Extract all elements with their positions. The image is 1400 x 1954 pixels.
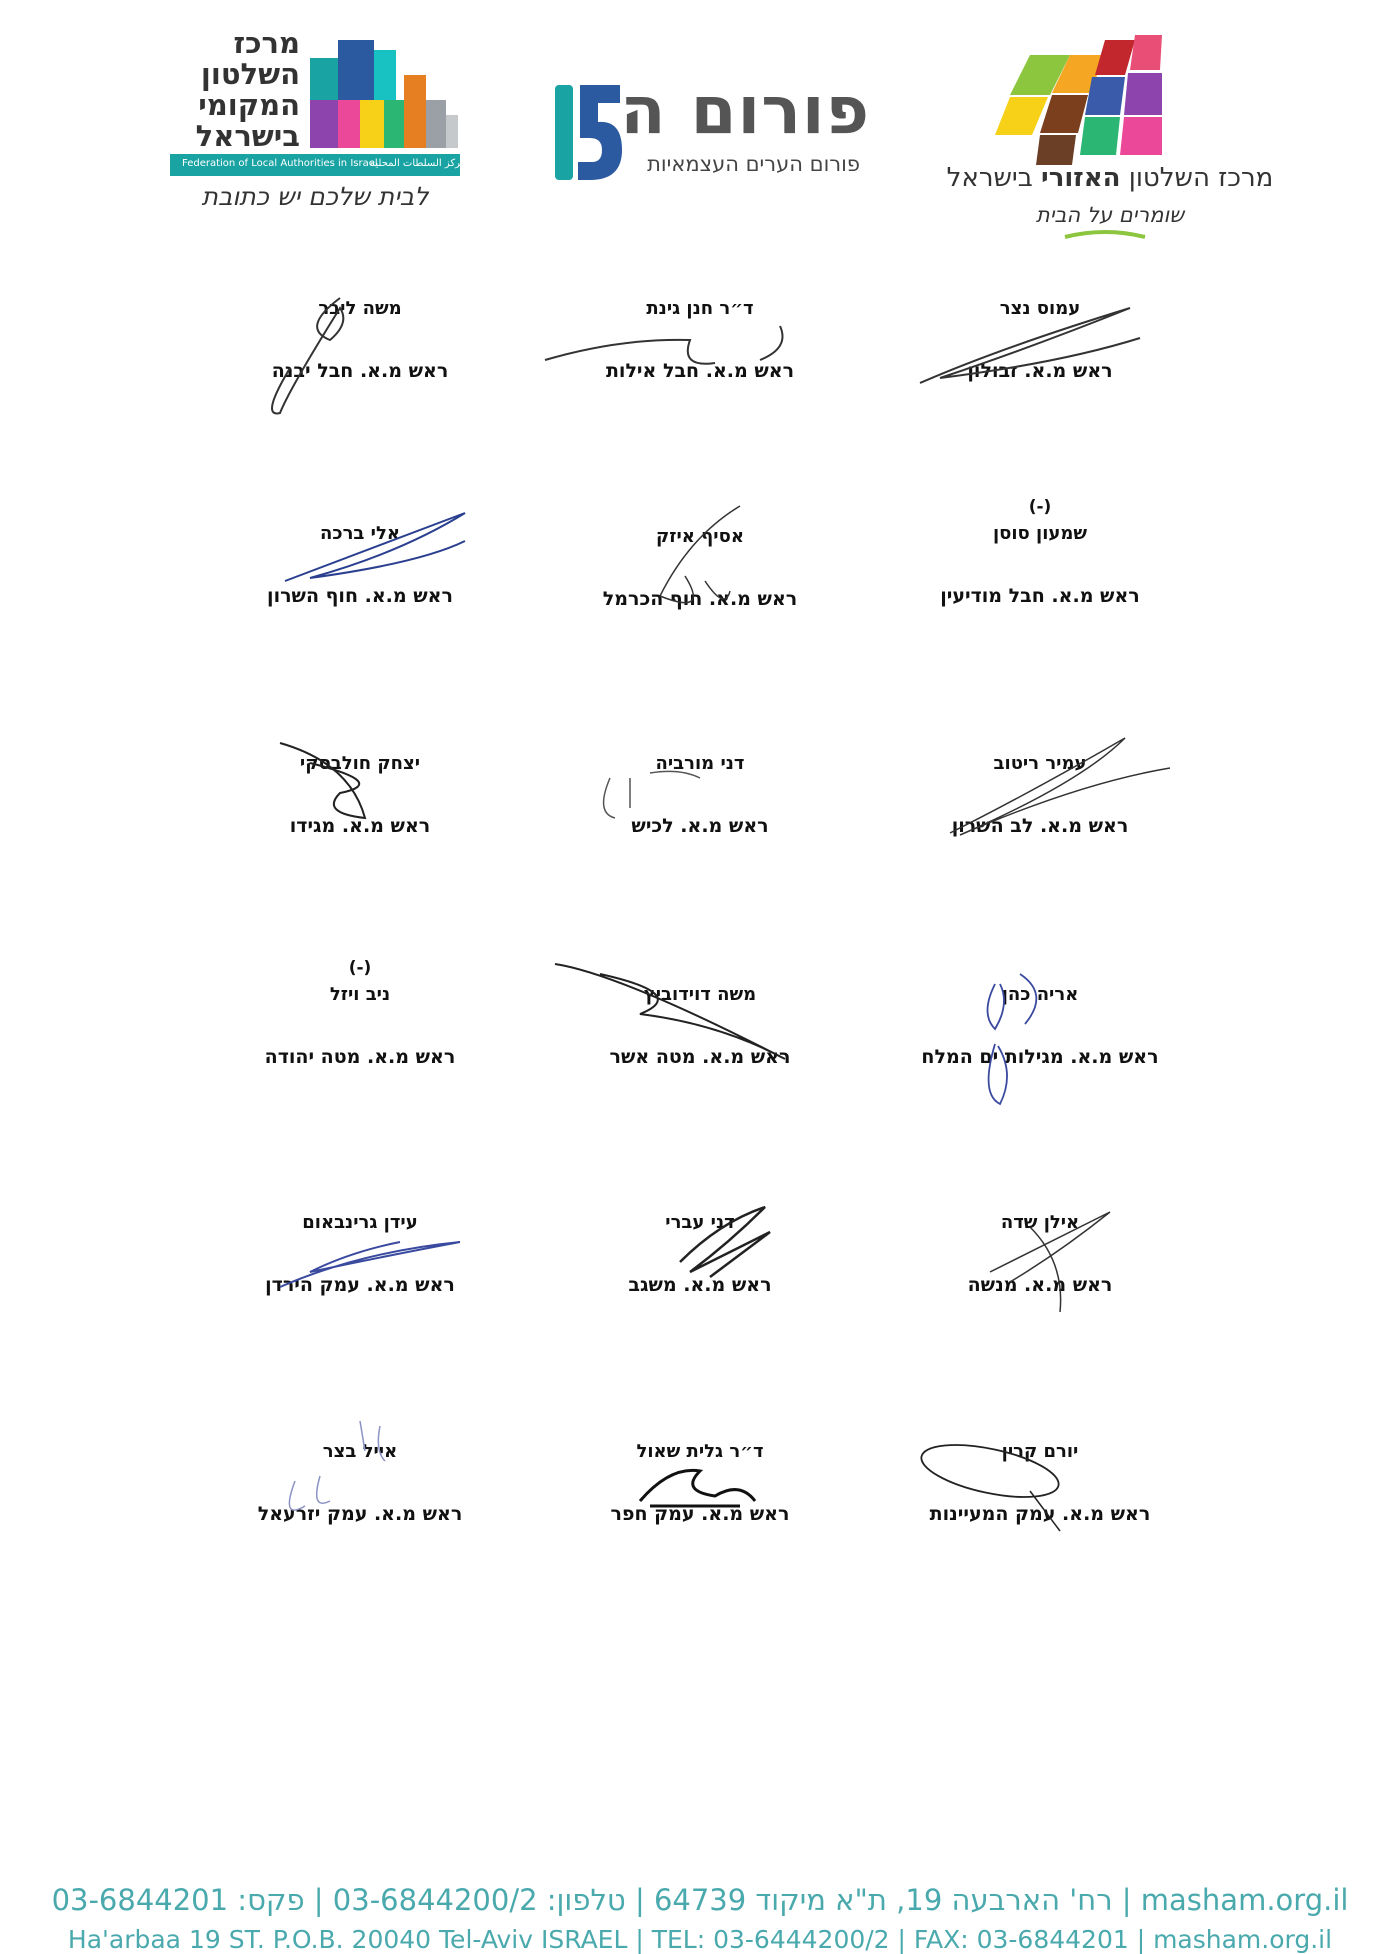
signature-scribble: [540, 268, 860, 418]
signature-scribble: [880, 1411, 1200, 1561]
regional-council-name-plain: מרכז השלטון: [1128, 163, 1274, 193]
signatory-block: [880, 1441, 1200, 1611]
regional-council-tagline: שומרים על הבית: [1035, 203, 1185, 227]
signature-scribble: [540, 954, 860, 1104]
signatory-block: [540, 753, 860, 923]
signatory-block: [540, 298, 860, 468]
signatory-name: עידן גרינבאום: [302, 1212, 418, 1233]
regional-council-name-end: בישראל: [946, 163, 1033, 193]
signatory-name: אסיף איזק: [656, 526, 744, 547]
signature-scribble: [200, 723, 520, 873]
signature-scribble: [540, 723, 860, 873]
forum15-subtitle: פורום הערים העצמאיות: [647, 152, 860, 176]
signatory-title: ראש מ.א. משגב: [628, 1274, 772, 1296]
signature-scribble: [200, 1411, 520, 1561]
local-authorities-strip-en: Federation of Local Authorities in Israel: [182, 158, 378, 169]
local-authorities-line2: השלטון: [200, 57, 300, 91]
forum15-logo: [550, 70, 870, 200]
signature-scribble: [540, 1411, 860, 1561]
signatory-name: משה דוידוביץ: [643, 984, 757, 1005]
signatory-title: ראש מ.א. מטה יהודה: [264, 1046, 456, 1068]
signatory-title: ראש מ.א. חבל יבנה: [271, 360, 449, 382]
signatory-name: ניב ויזל: [329, 984, 391, 1005]
signatory-title: ראש מ.א. חבל אילות: [605, 360, 795, 382]
signatory-dash: (-): [1028, 497, 1052, 517]
footer-address-hebrew: רח' הארבעה 19, ת"א מיקוד 64739 | טלפון: 03-6844200/2 | פקס: 03-6844201 | masham.org.il: [51, 1883, 1349, 1917]
signatory-title: ראש מ.א. עמק הירדן: [265, 1274, 455, 1296]
signatory-name: אייל בצר: [322, 1441, 398, 1462]
signatory-title: ראש מ.א. חבל מודיעין: [940, 585, 1140, 607]
signature-scribble: [880, 1182, 1200, 1332]
signatory-title: ראש מ.א. מגילות ים המלח: [921, 1046, 1159, 1068]
signature-scribble: [540, 496, 860, 646]
signatory-name: שמעון סוסן: [992, 523, 1088, 544]
regional-council-logo: [940, 15, 1280, 245]
signatory-name: עמיר ריטוב: [993, 753, 1087, 774]
local-authorities-line1: מרכז: [233, 26, 300, 60]
signatory-block: [200, 1212, 520, 1382]
signatory-title: ראש מ.א. מטה אשר: [609, 1046, 791, 1068]
signatory-block: [200, 298, 520, 468]
signatory-block: [200, 753, 520, 923]
signatory-block: [540, 984, 860, 1154]
local-authorities-line3: המקומי: [198, 88, 300, 122]
signatory-title: ראש מ.א. זבולון: [967, 360, 1113, 382]
signatory-block: [880, 497, 1200, 693]
signatory-block: [880, 298, 1200, 468]
signatory-name: ד״ר גלית שאול: [636, 1441, 764, 1462]
local-authorities-logo: [170, 20, 466, 230]
local-authorities-line4: בישראל: [195, 119, 300, 153]
signature-scribble: [880, 954, 1200, 1124]
signatory-block: [200, 1441, 520, 1611]
signatory-title: ראש מ.א. עמק חפר: [610, 1503, 790, 1525]
regional-council-name-bold: האזורי: [1041, 163, 1121, 193]
signatory-title: ראש מ.א. חוף הכרמל: [602, 588, 798, 610]
signatory-block: [540, 1212, 860, 1382]
signature-scribble: [880, 268, 1200, 418]
signatory-name: אריה כהן: [1001, 984, 1079, 1005]
signatory-block: [200, 523, 520, 693]
signatory-title: ראש מ.א. עמק יזרעאל: [257, 1503, 463, 1525]
signatory-name: אלי ברכה: [320, 523, 400, 544]
signatory-block: [880, 753, 1200, 923]
signatory-title: ראש מ.א. חוף השרון: [267, 585, 453, 607]
signatory-title: ראש מ.א. מגידו: [289, 815, 431, 837]
signatory-name: ד״ר חנן גינת: [646, 298, 754, 319]
signatory-block: [540, 526, 860, 696]
signatory-name: משה ליבר: [318, 298, 402, 319]
local-authorities-strip-ar: مركز السلطات المحلية: [370, 158, 466, 169]
signature-scribble: [880, 723, 1200, 873]
signatory-name: יצחק חולבסקי: [299, 753, 421, 774]
signatory-name: דני עברי: [665, 1212, 735, 1233]
signature-scribble: [200, 268, 520, 438]
signatory-name: עמוס נצר: [999, 298, 1081, 319]
forum15-badge-icon: [550, 70, 630, 190]
signatory-block: [540, 1441, 860, 1611]
footer-address-english: Ha'arbaa 19 ST. P.O.B. 20040 Tel-Aviv ISRAEL | TEL: 03-6444200/2 | FAX: 03-6844201 | masham.org.il: [67, 1925, 1333, 1954]
signatory-block: [880, 1212, 1200, 1382]
signatory-title: ראש מ.א. לכיש: [631, 815, 769, 837]
signature-scribble: [540, 1182, 860, 1332]
signatory-block: [200, 958, 520, 1154]
signatory-title: ראש מ.א. לב השרון: [951, 815, 1129, 837]
signatory-dash: (-): [348, 958, 372, 978]
signatory-block: [880, 984, 1200, 1154]
signatory-name: יורם קרין: [1001, 1441, 1079, 1462]
signatory-name: אילן שדה: [1000, 1212, 1080, 1233]
local-authorities-tagline: לבית שלכם יש כתובת: [201, 182, 429, 211]
signatory-title: ראש מ.א. מנשה: [967, 1274, 1113, 1296]
signatory-name: דני מורביה: [655, 753, 745, 774]
signatory-title: ראש מ.א. עמק המעיינות: [929, 1503, 1151, 1525]
signature-scribble: [200, 493, 520, 643]
forum15-title: פורום ה: [620, 72, 870, 149]
signature-scribble: [200, 1182, 520, 1332]
